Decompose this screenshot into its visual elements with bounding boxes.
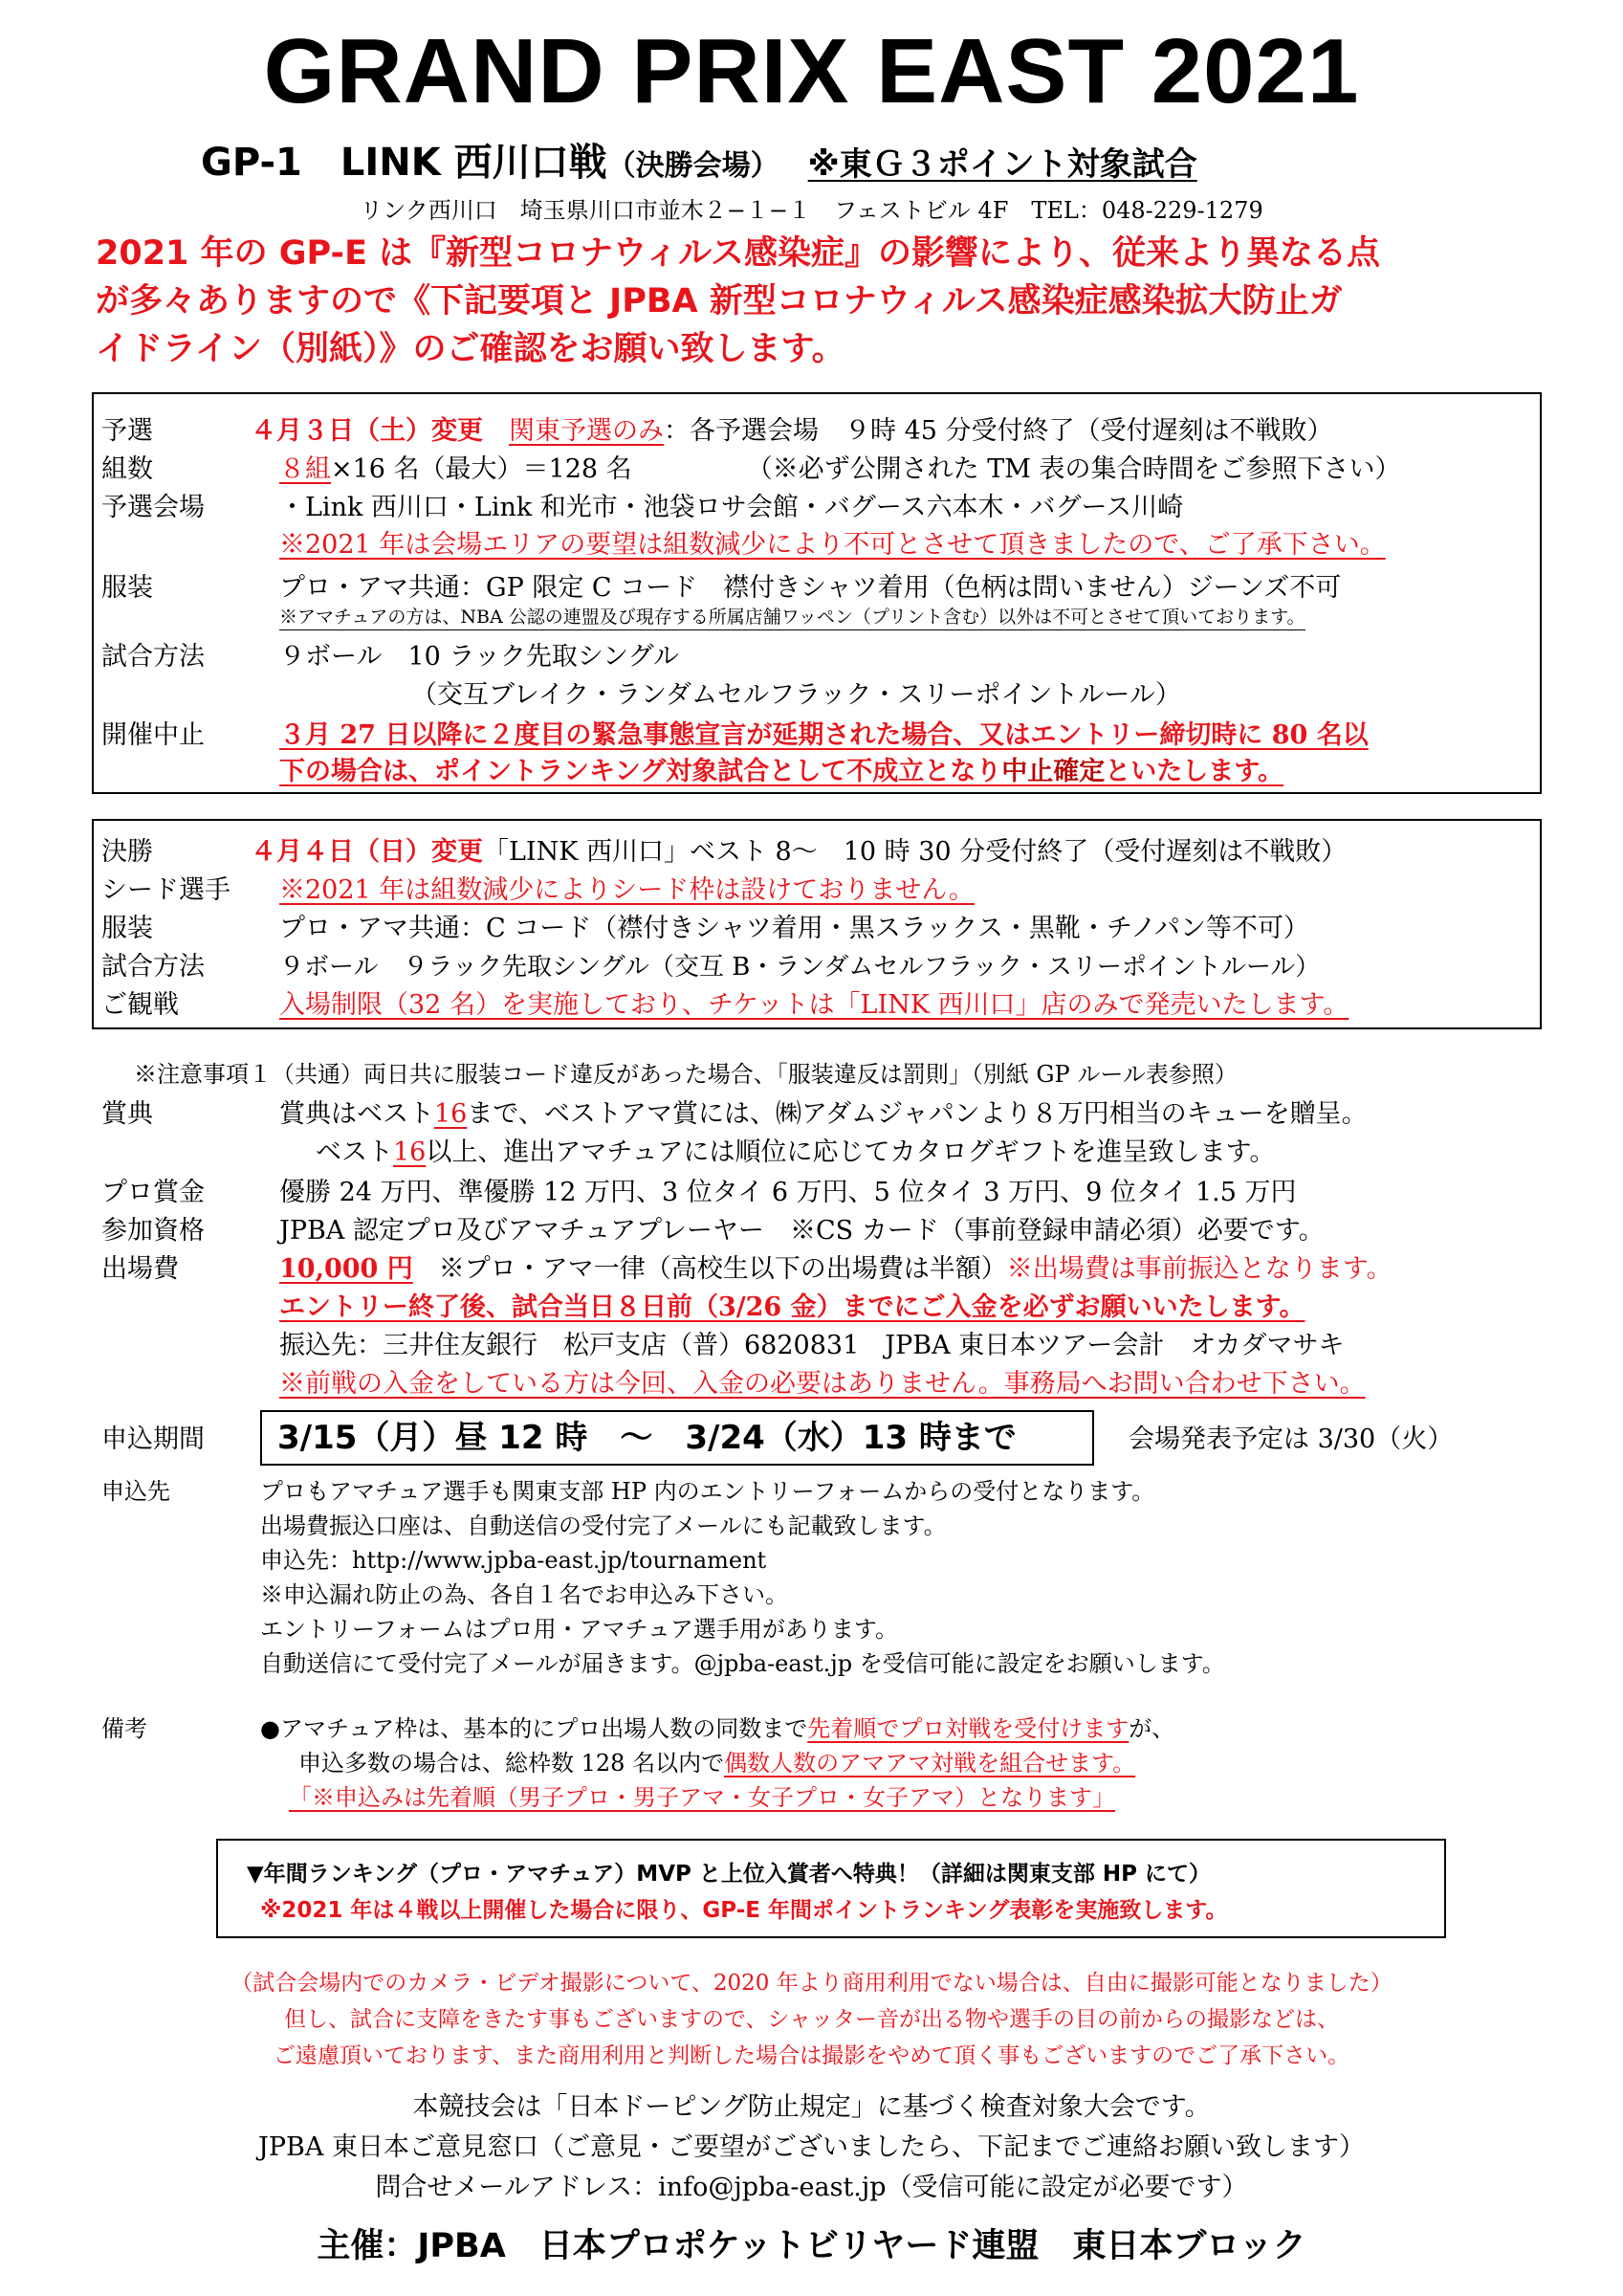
cancel-end: といたします。: [1105, 757, 1284, 786]
label-remarks: 備考: [101, 1715, 147, 1742]
points-note: ※東Ｇ３ポイント対象試合: [807, 145, 1197, 184]
qualifier-dress: プロ・アマ共通：GP 限定 C コード 襟付きシャツ着用（色柄は問いません）ジーンズ不可: [279, 573, 1342, 603]
label-fee: 出場費: [101, 1254, 179, 1284]
eligibility: JPBA 認定プロ及びアマチュアプレーヤー ※CS カード（事前登録申請必須）必要です。: [279, 1216, 1325, 1246]
prize-text: 賞典はベスト: [279, 1099, 434, 1129]
cancel-text: 下の場合は、ポイントランキング対象試合として不成立となり: [279, 757, 1002, 786]
prize-text: ベスト: [316, 1137, 393, 1167]
fee-bank: 振込先：三井住友銀行 松戸支店（普）6820831 JPBA 東日本ツアー会計 オカダマサキ: [279, 1331, 1345, 1360]
qualifier-date: ４月３日（土）変更: [251, 416, 483, 446]
label-eligibility: 参加資格: [101, 1216, 205, 1246]
fee-line1: [279, 1253, 1393, 1286]
remarks-highlight: 偶数人数のアマアマ対戦を組合せます。: [724, 1750, 1136, 1777]
remarks-text: ●アマチュア枠は、基本的にプロ出場人数の同数まで: [260, 1715, 808, 1742]
organizer: 主催：JPBA 日本プロポケットビリヤード連盟 東日本ブロック: [317, 2227, 1306, 2265]
dress-note: ※アマチュアの方は、NBA 公認の連盟及び現存する所属店舗ワッペン（プリント含む）以外は不可とさせて頂いております。: [279, 605, 1305, 630]
qualifier-method1: ９ボール 10 ラック先取シングル: [279, 642, 679, 672]
notice-line: イドライン（別紙）》のご確認をお願い致します。: [96, 330, 845, 368]
prize-line1: [279, 1098, 1368, 1131]
final-dress: プロ・アマ共通：C コード（襟付きシャツ着用・黒スラックス・黒靴・チノパン等不可）: [279, 914, 1309, 943]
label-kumisu: 組数: [101, 454, 153, 484]
apply-line: ※申込漏れ防止の為、各自１名でお申込み下さい。: [260, 1581, 788, 1608]
prize-line2: [316, 1137, 1275, 1169]
cancel-date: ３月 27 日: [279, 720, 411, 750]
prize-best: 16: [434, 1099, 468, 1129]
final-date-row: [251, 836, 1347, 869]
label-venues: 予選会場: [101, 493, 205, 522]
apply-line: 自動送信にて受付完了メールが届きます。@jpba-east.jp を受信可能に設定をお願いします。: [260, 1650, 1225, 1677]
doping-note: 本競技会は「日本ドーピング防止規定」に基づく検査対象大会です。: [412, 2092, 1211, 2122]
apply-line: 申込先：http://www.jpba-east.jp/tournament: [260, 1547, 767, 1574]
label-pro-prize: プロ賞金: [101, 1178, 205, 1207]
label-seed: シード選手: [101, 875, 230, 905]
fee-amount: 10,000 円: [279, 1254, 413, 1284]
label-period: 申込期間: [101, 1424, 205, 1454]
contact-note: JPBA 東日本ご意見窓口（ご意見・ご要望がございましたら、下記までご連絡お願い致します）: [258, 2132, 1365, 2162]
remarks-line2: [298, 1747, 1135, 1779]
groups-note: （※必ず公開された TM 表の集合時間をご参照下さい）: [746, 454, 1401, 484]
label-cancel: 開催中止: [101, 720, 205, 750]
page-title: GRAND PRIX EAST 2021: [263, 20, 1360, 122]
footer: [0, 2087, 1623, 2208]
label-dress: 服装: [101, 573, 153, 603]
fee-line4: ※前戦の入金をしている方は今回、入金の必要はありません。事務局へお問い合わせ下さい。: [279, 1369, 1366, 1399]
label-method: 試合方法: [101, 642, 205, 672]
label-watch: ご観戦: [101, 990, 179, 1020]
remarks-highlight: 先着順でプロ対戦を受付けます: [807, 1715, 1130, 1742]
notice-line: 2021 年の GP-E は『新型コロナウィルス感染症』の影響により、従来より異なる点: [96, 234, 1381, 273]
fee-note: ※出場費は事前振込となります。: [1006, 1254, 1393, 1284]
watch-note: 入場制限（32 名）を実施しており、チケットは「LINK 西川口」店のみで発売いたします。: [279, 990, 1349, 1020]
covid-notice: [96, 230, 1540, 373]
camera-note: [0, 1965, 1623, 2074]
remarks-text: 申込多数の場合は、総枠数 128 名以内で: [298, 1750, 725, 1777]
qualifier-method2: （交互ブレイク・ランダムセルフラック・スリーポイントルール）: [411, 680, 1181, 710]
apply-period: 3/15（月）昼 12 時 〜 3/24（水）13 時まで: [277, 1419, 1017, 1457]
fee-line2: エントリー終了後、試合当日８日前（3/26 金）までにご入金を必ずお願いいたします。: [279, 1292, 1305, 1322]
ranking-line2: ※2021 年は４戦以上開催した場合に限り、GP-E 年間ポイントランキング表彰を実施致します。: [260, 1898, 1228, 1923]
label-yosen: 予選: [101, 416, 153, 446]
venues: ・Link 西川口・Link 和光市・池袋ロサ会館・バグース六本木・バグース川崎: [279, 493, 1184, 522]
remarks-line3: 「※申込みは先着順（男子プロ・男子アマ・女子プロ・女子アマ）となります」: [289, 1784, 1115, 1811]
ranking-line1: ▼年間ランキング（プロ・アマチュア）MVP と上位入賞者へ特典！（詳細は関東支部 HP にて）: [247, 1862, 1211, 1887]
camera-line: （試合会場内でのカメラ・ビデオ撮影について、2020 年より商用利用でない場合は、自由に撮影可能となりました）: [230, 1971, 1393, 1996]
contact-mail: 問合せメールアドレス：info@jpba-east.jp（受信可能に設定が必要です）: [375, 2173, 1248, 2202]
pro-prize: 優勝 24 万円、準優勝 12 万円、3 位タイ 6 万円、5 位タイ 3 万円、9 位タイ 1.5 万円: [279, 1178, 1297, 1207]
venue-address: リンク西川口 埼玉県川口市並木２−１−１ フェストビル 4F TEL：048-229-1279: [360, 197, 1263, 224]
kanto-only: 関東予選のみ: [509, 416, 664, 446]
prize-best: 16: [393, 1137, 427, 1167]
cancel-condition: 以降に２度目の緊急事態宣言が延期された場合、又はエントリー締切時に 80 名以: [410, 720, 1369, 750]
venue-note: （決勝会場）: [606, 149, 779, 183]
final-method: ９ボール ９ラック先取シングル（交互 B・ランダムセルフラック・スリーポイントルール）: [279, 953, 1321, 982]
apply-line: プロもアマチュア選手も関東支部 HP 内のエントリーフォームからの受付となります。: [260, 1478, 1155, 1505]
seed-note: ※2021 年は組数減少によりシード枠は設けておりません。: [279, 875, 975, 905]
prize-text: まで、ベストアマ賞には、㈱アダムジャパンより８万円相当のキューを贈呈。: [467, 1099, 1368, 1129]
qualifier-reception: ：各予選会場 ９時 45 分受付終了（受付遅刻は不戦敗）: [664, 416, 1333, 446]
label-prize: 賞典: [101, 1099, 153, 1129]
groups-count: ８組: [279, 454, 331, 484]
label-final-dress: 服装: [101, 914, 153, 943]
prize-text: 以上、進出アマチュアには順位に応じてカタログギフトを進呈致します。: [426, 1137, 1276, 1167]
remarks-text: が、: [1129, 1715, 1175, 1742]
event-subtitle: [201, 132, 1197, 187]
qualifier-date-row: [251, 415, 1333, 448]
announce-date: 会場発表予定は 3/30（火）: [1129, 1424, 1454, 1454]
fee-mid: ※プロ・アマ一律（高校生以下の出場費は半額）: [412, 1254, 1007, 1284]
notice-line: が多々ありますので《下記要項と JPBA 新型コロナウィルス感染症感染拡大防止ガ: [96, 282, 1343, 320]
label-final: 決勝: [101, 837, 153, 867]
camera-line: ご遠慮頂いております、また商用利用と判断した場合は撮影をやめて頂く事もございますのでご了承下さい。: [273, 2043, 1350, 2068]
apply-line: 出場費振込口座は、自動送信の受付完了メールにも記載致します。: [260, 1512, 947, 1539]
label-apply: 申込先: [101, 1478, 170, 1505]
groups-rest: ×16 名（最大）＝128 名: [331, 454, 632, 484]
final-date: ４月４日（日）変更: [251, 837, 483, 867]
label-final-method: 試合方法: [101, 952, 205, 982]
apply-line: エントリーフォームはプロ用・アマチュア選手用があります。: [260, 1616, 898, 1643]
final-reception: 「LINK 西川口」ベスト 8〜 10 時 30 分受付終了（受付遅刻は不戦敗）: [483, 837, 1348, 867]
venues-note: ※2021 年は会場エリアの要望は組数減少により不可とさせて頂きましたので、ご了承下さい。: [279, 530, 1386, 560]
groups-row: [279, 453, 1401, 486]
cancel-confirm: 中止確定: [1001, 757, 1106, 786]
camera-line: 但し、試合に支障をきたす事もございますので、シャッター音が出る物や選手の目の前からの撮影などは、: [283, 2007, 1340, 2032]
cancel-line1: [279, 719, 1369, 752]
gp-label: GP-1: [201, 141, 302, 185]
caution-note: ※注意事項１（共通）両日共に服装コード違反があった場合、「服装違反は罰則」（別紙 GP ルール表参照）: [134, 1061, 1238, 1088]
cancel-line2: [279, 756, 1283, 788]
venue-name: LINK 西川口戦: [340, 141, 607, 185]
remarks-line1: [260, 1712, 1174, 1745]
